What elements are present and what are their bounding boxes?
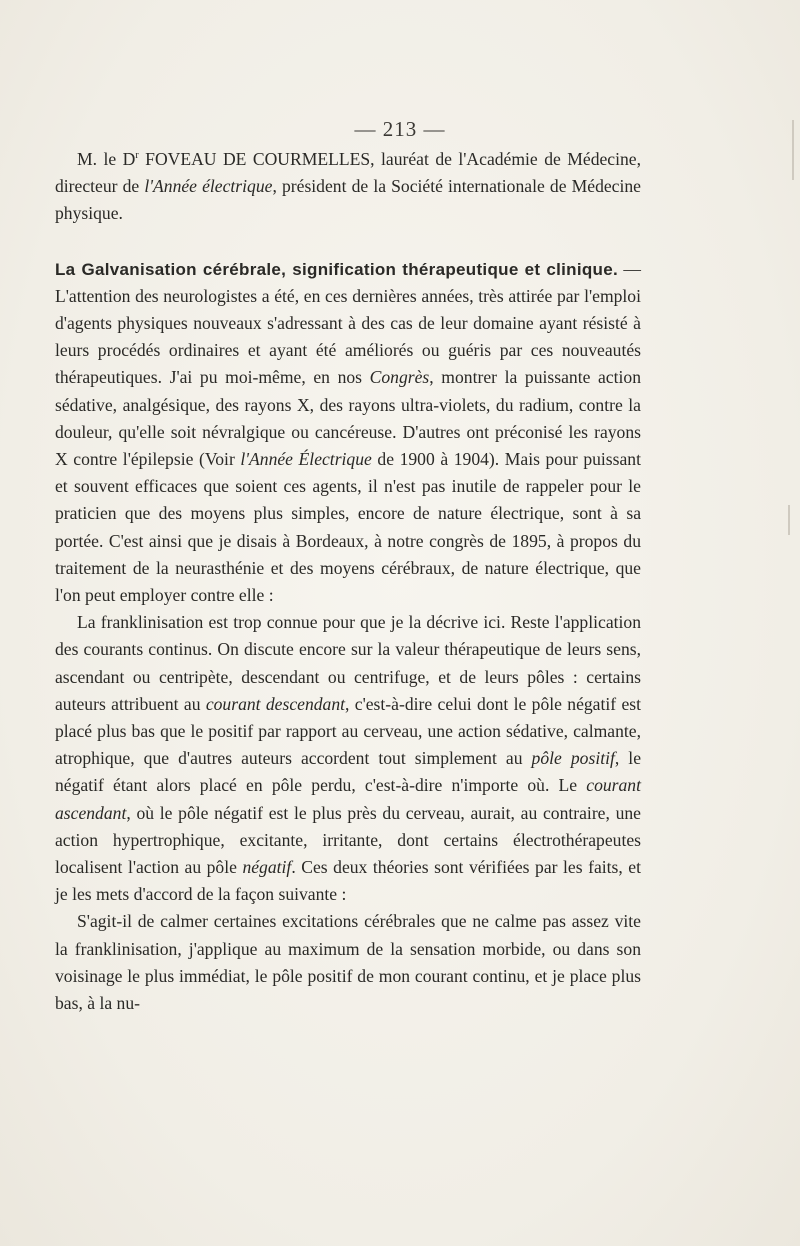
text-run: , le négatif étant alors placé en pôle perdu, c'est-à-dire n'importe où. Le <box>55 748 642 796</box>
author-prefix: M. le D <box>77 149 136 169</box>
section-title: La Galvanisation cérébrale, signification thérapeutique et clinique. <box>55 259 618 279</box>
text-run: La franklinisation est trop connue pour que je la décrive ici. Reste l'application des courants continus. On discute encore sur la valeur thérapeutique de leurs sens, ascendant ou centripète, descendant ou centrifuge, et de leurs pôles : certains auteurs attribuent au <box>55 612 641 714</box>
text-run: S'agit-il de calmer certaines excitations cérébrales que ne calme pas assez vite la franklinisation, j'applique au maximum de la sensation morbide, ou dans son voisinage le plus immédiat, le pôle positif de mon courant continu, et je place plus bas, à la nu- <box>55 911 641 1014</box>
italic-run: courant ascendant <box>55 775 641 823</box>
page-edge-mark <box>792 120 794 180</box>
italic-run: négatif <box>242 857 292 878</box>
italic-run: pôle positif <box>531 748 615 769</box>
page-edge-mark <box>788 505 790 535</box>
page-number: — 213 — <box>354 117 446 141</box>
body-text <box>55 146 641 1017</box>
text-run: , où le pôle négatif est le plus près du cerveau, aurait, au contraire, une action hypertrophique, excitante, irritante, dont certains électrothérapeutes localisent l'action au pôle <box>55 802 641 878</box>
paragraph-calmer <box>55 908 641 1017</box>
italic-run: l'Année Électrique <box>240 449 372 470</box>
text-run: — L'attention des neurologistes a été, en ces dernières années, très attirée par l'emploi d'agents physiques nouveaux s'adressant à des cas de leur domaine ayant résisté à leurs procédés ordinaires et ayant été améliorés ou guéris par ces nouveautés thérapeutiques. J'ai pu moi-même, en nos <box>55 258 641 388</box>
italic-run: Congrès <box>369 367 430 388</box>
text-run: , c'est-à-dire celui dont le pôle négatif est placé plus bas que le positif par rapport au cerveau, une action sédative, calmante, atrophique, que d'autres auteurs accordent tout simplement au <box>55 693 641 769</box>
text-run: de 1900 à 1904). Mais pour puissant et souvent efficaces que soient ces agents, il n'est pas inutile de rappeler pour le praticien que des moyens plus simples, encore de nature électrique, sont à sa portée. C'est ainsi que je disais à Bordeaux, à notre congrès de 1895, à propos du traitement de la neurasthénie et des moyens cérébraux, de nature électrique, que l'on peut employer contre elle : <box>55 449 641 606</box>
doctor-superscript: r <box>135 150 139 162</box>
text-run: . Ces deux théories sont vérifiées par les faits, et je les mets d'accord de la façon suivante : <box>55 857 641 905</box>
paragraph-franklinisation <box>55 609 641 908</box>
author-text-end: , président de la Société internationale de Médecine physique. <box>55 176 641 224</box>
paragraph-author <box>55 146 641 228</box>
text-run: , montrer la puissante action sédative, analgésique, des rayons X, des rayons ultra-violets, du radium, contre la douleur, qu'elle soit névralgique ou cancéreuse. D'autres ont préconisé les rayons X contre l'épilepsie (Voir <box>55 367 641 470</box>
journal-title: l'Année électrique <box>144 176 273 197</box>
paragraph-galvanisation <box>55 256 641 610</box>
author-text: FOVEAU DE COURMELLES, lauréat de l'Académie de Médecine, directeur de <box>55 149 642 197</box>
italic-run: courant descendant <box>205 693 346 714</box>
